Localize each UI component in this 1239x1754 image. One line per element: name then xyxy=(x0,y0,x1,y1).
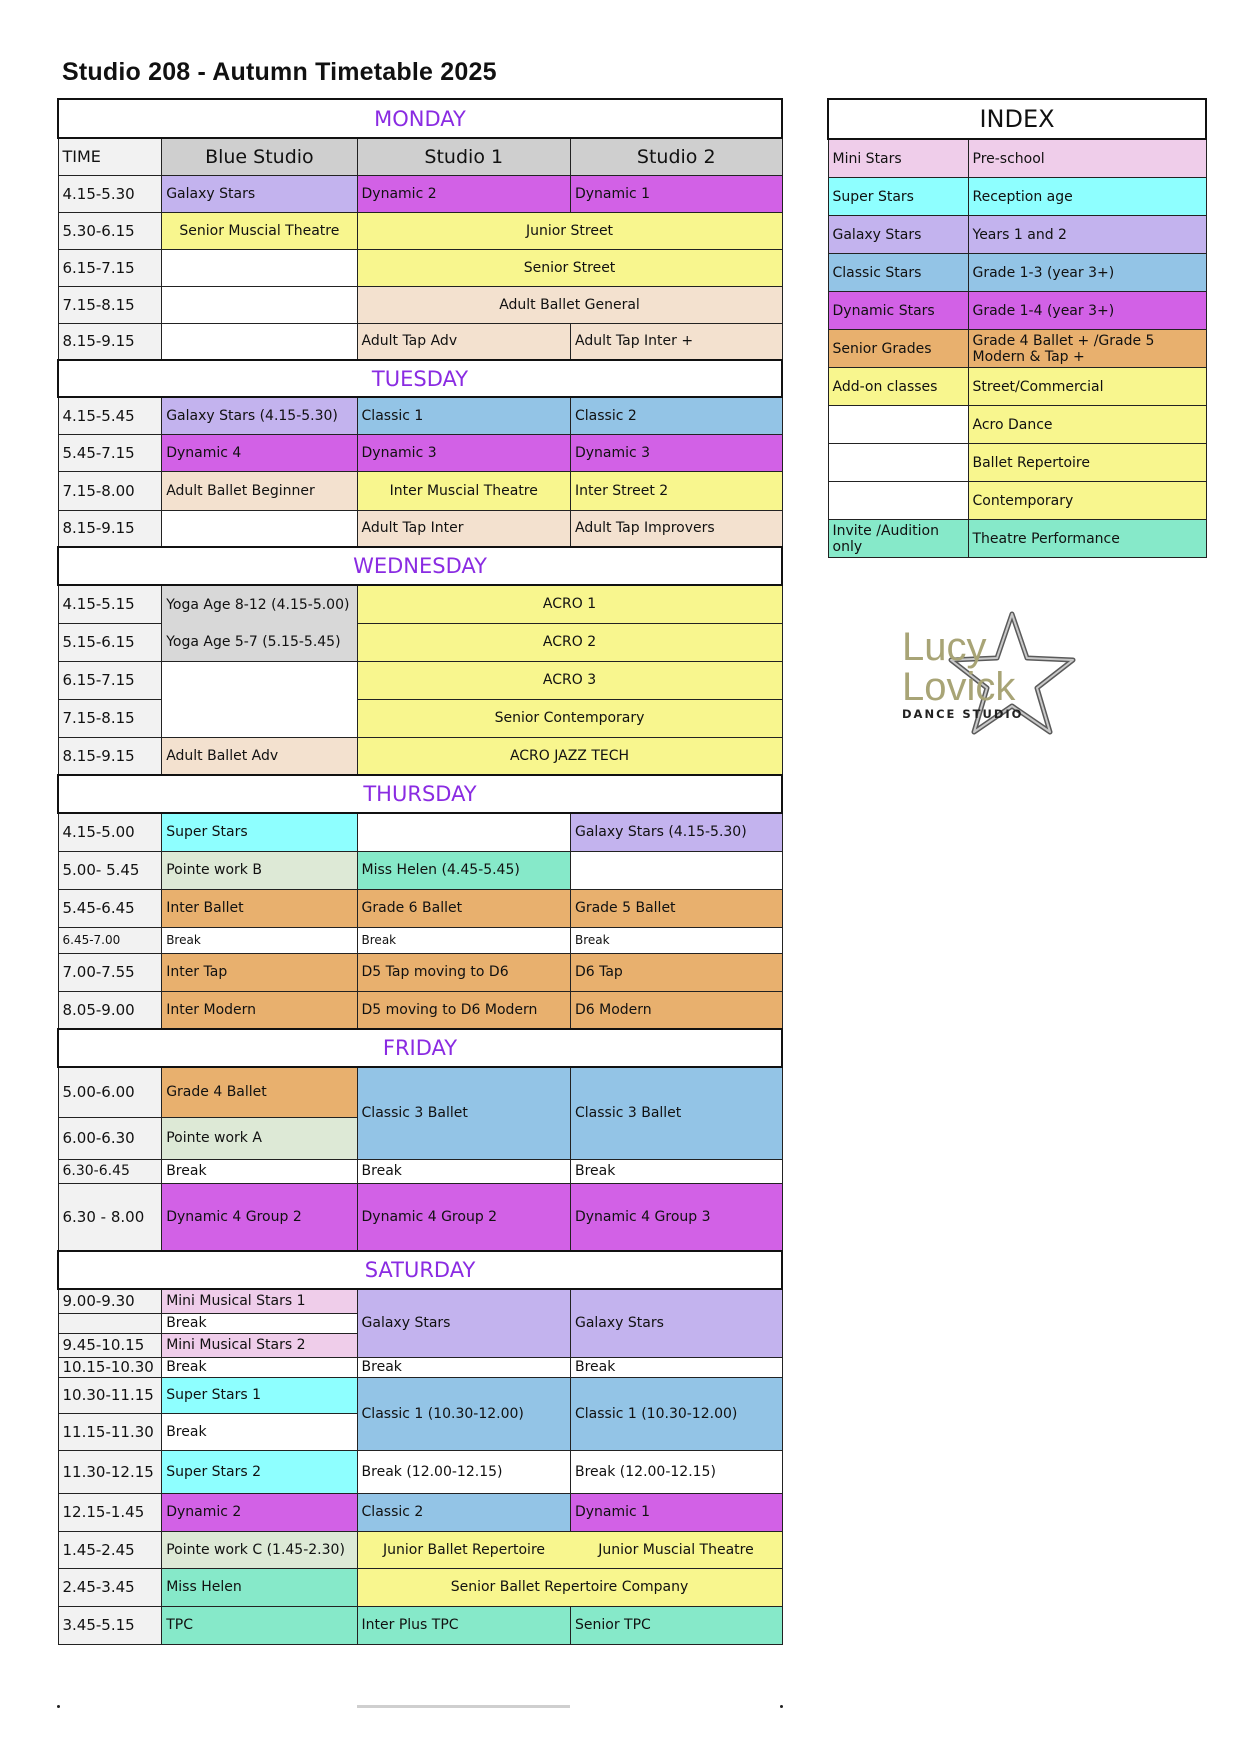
break-cell: Break xyxy=(357,927,570,953)
time-cell: 7.00-7.55 xyxy=(58,953,162,991)
class-cell: Dynamic 4 Group 3 xyxy=(570,1183,782,1251)
class-cell: Galaxy Stars (4.15-5.30) xyxy=(570,813,782,851)
class-cell: Dynamic 3 xyxy=(357,434,570,471)
class-cell: Junior Ballet Repertoire xyxy=(357,1531,570,1568)
time-cell: 2.45-3.45 xyxy=(58,1568,162,1606)
time-cell: 4.15-5.45 xyxy=(58,397,162,434)
class-cell: Classic 2 xyxy=(570,397,782,434)
time-cell: 5.45-7.15 xyxy=(58,434,162,471)
index-value: Contemporary xyxy=(968,482,1206,520)
index-value: Grade 4 Ballet + /Grade 5 Modern & Tap + xyxy=(968,330,1206,368)
class-cell: ACRO 2 xyxy=(357,623,782,661)
index-key: Add-on classes xyxy=(828,368,968,406)
time-cell: 5.30-6.15 xyxy=(58,212,162,249)
break-cell: Break xyxy=(357,1357,570,1377)
time-cell: 7.15-8.15 xyxy=(58,699,162,737)
day-tuesday: TUESDAY xyxy=(58,360,782,397)
footer-dot xyxy=(57,1705,60,1708)
time-cell: 6.15-7.15 xyxy=(58,661,162,699)
class-cell: Inter Muscial Theatre xyxy=(357,471,570,510)
class-cell: D5 moving to D6 Modern xyxy=(357,991,570,1029)
class-cell: Classic 3 Ballet xyxy=(357,1067,570,1159)
class-cell: Inter Ballet xyxy=(162,889,357,927)
class-cell: Grade 5 Ballet xyxy=(570,889,782,927)
index-key: Dynamic Stars xyxy=(828,292,968,330)
time-cell: 5.00-6.00 xyxy=(58,1067,162,1117)
day-thursday: THURSDAY xyxy=(58,775,782,813)
break-cell: Break xyxy=(570,1357,782,1377)
star-icon xyxy=(900,608,1080,738)
index-legend xyxy=(827,98,1205,558)
class-cell: Grade 6 Ballet xyxy=(357,889,570,927)
class-cell: Classic 1 (10.30-12.00) xyxy=(357,1377,570,1450)
empty-cell xyxy=(162,323,357,360)
time-cell: 6.15-7.15 xyxy=(58,249,162,286)
time-cell: 6.45-7.00 xyxy=(58,927,162,953)
empty-cell xyxy=(162,661,357,737)
time-cell: 10.15-10.30 xyxy=(58,1357,162,1377)
break-cell: Break xyxy=(162,1413,357,1450)
index-value: Ballet Repertoire xyxy=(968,444,1206,482)
break-cell: Break xyxy=(570,927,782,953)
page-title: Studio 208 - Autumn Timetable 2025 xyxy=(62,58,497,86)
break-cell: Break xyxy=(162,1159,357,1183)
class-cell: Inter Modern xyxy=(162,991,357,1029)
class-cell: Super Stars 2 xyxy=(162,1450,357,1493)
time-cell: 6.30-6.45 xyxy=(58,1159,162,1183)
class-cell: Super Stars xyxy=(162,813,357,851)
break-cell: Break (12.00-12.15) xyxy=(570,1450,782,1493)
time-cell: 11.15-11.30 xyxy=(58,1413,162,1450)
logo-line-1: Lucy xyxy=(902,625,987,669)
time-cell xyxy=(58,1313,162,1333)
class-cell: Galaxy Stars xyxy=(162,175,357,212)
time-cell: 8.05-9.00 xyxy=(58,991,162,1029)
class-cell: Inter Street 2 xyxy=(570,471,782,510)
class-cell: ACRO JAZZ TECH xyxy=(357,737,782,775)
empty-cell xyxy=(570,851,782,889)
index-key: Mini Stars xyxy=(828,139,968,178)
index-key: Senior Grades xyxy=(828,330,968,368)
class-cell: Yoga Age 8-12 (4.15-5.00) xyxy=(162,585,357,623)
index-key xyxy=(828,444,968,482)
empty-cell xyxy=(162,249,357,286)
class-cell: Galaxy Stars xyxy=(570,1289,782,1357)
class-cell: TPC xyxy=(162,1606,357,1644)
studio-logo xyxy=(900,608,1080,738)
class-cell: Grade 4 Ballet xyxy=(162,1067,357,1117)
time-cell: 9.00-9.30 xyxy=(58,1289,162,1313)
time-cell: 11.30-12.15 xyxy=(58,1450,162,1493)
time-cell: 8.15-9.15 xyxy=(58,323,162,360)
class-cell: D6 Tap xyxy=(570,953,782,991)
empty-cell xyxy=(162,510,357,547)
class-cell: Classic 1 (10.30-12.00) xyxy=(570,1377,782,1450)
break-cell: Break xyxy=(357,1159,570,1183)
time-cell: 6.30 - 8.00 xyxy=(58,1183,162,1251)
class-cell: Adult Ballet General xyxy=(357,286,782,323)
index-value: Theatre Performance xyxy=(968,520,1206,558)
logo-line-2: Lovick xyxy=(902,665,1016,709)
day-monday: MONDAY xyxy=(58,99,782,138)
class-cell: Classic 3 Ballet xyxy=(570,1067,782,1159)
time-cell: 8.15-9.15 xyxy=(58,510,162,547)
class-cell: Dynamic 1 xyxy=(570,175,782,212)
class-cell: Classic 2 xyxy=(357,1493,570,1531)
class-cell: Adult Ballet Beginner xyxy=(162,471,357,510)
class-cell: Dynamic 2 xyxy=(357,175,570,212)
time-cell: 9.45-10.15 xyxy=(58,1333,162,1357)
index-value: Grade 1-3 (year 3+) xyxy=(968,254,1206,292)
class-cell: D5 Tap moving to D6 xyxy=(357,953,570,991)
class-cell: Mini Musical Stars 1 xyxy=(162,1289,357,1313)
class-cell: Dynamic 1 xyxy=(570,1493,782,1531)
break-cell: Break xyxy=(162,927,357,953)
header-studio-1: Studio 1 xyxy=(357,138,570,175)
class-cell: Senior Muscial Theatre xyxy=(162,212,357,249)
time-cell: 6.00-6.30 xyxy=(58,1117,162,1159)
index-value: Pre-school xyxy=(968,139,1206,178)
class-cell: Adult Tap Adv xyxy=(357,323,570,360)
empty-cell xyxy=(162,286,357,323)
class-cell: Adult Tap Inter xyxy=(357,510,570,547)
time-cell: 1.45-2.45 xyxy=(58,1531,162,1568)
class-cell: Senior Contemporary xyxy=(357,699,782,737)
class-cell: D6 Modern xyxy=(570,991,782,1029)
time-cell: 4.15-5.00 xyxy=(58,813,162,851)
time-cell: 4.15-5.30 xyxy=(58,175,162,212)
time-cell: 8.15-9.15 xyxy=(58,737,162,775)
break-cell: Break xyxy=(162,1357,357,1377)
class-cell: Senior Ballet Repertoire Company xyxy=(357,1568,782,1606)
header-studio-2: Studio 2 xyxy=(570,138,782,175)
footer-bar xyxy=(357,1705,570,1708)
class-cell: Galaxy Stars xyxy=(357,1289,570,1357)
time-cell: 7.15-8.15 xyxy=(58,286,162,323)
class-cell: Junior Muscial Theatre xyxy=(570,1531,782,1568)
class-cell: Mini Musical Stars 2 xyxy=(162,1333,357,1357)
index-key xyxy=(828,406,968,444)
break-cell: Break (12.00-12.15) xyxy=(357,1450,570,1493)
class-cell: Pointe work A xyxy=(162,1117,357,1159)
class-cell: Miss Helen (4.45-5.45) xyxy=(357,851,570,889)
break-cell: Break xyxy=(162,1313,357,1333)
time-cell: 10.30-11.15 xyxy=(58,1377,162,1413)
class-cell: Dynamic 4 Group 2 xyxy=(162,1183,357,1251)
time-cell: 5.00- 5.45 xyxy=(58,851,162,889)
class-cell: Junior Street xyxy=(357,212,782,249)
class-cell: Dynamic 2 xyxy=(162,1493,357,1531)
index-key: Super Stars xyxy=(828,178,968,216)
class-cell: Yoga Age 5-7 (5.15-5.45) xyxy=(162,623,357,661)
footer-dot xyxy=(780,1705,783,1708)
time-cell: 3.45-5.15 xyxy=(58,1606,162,1644)
class-cell: Super Stars 1 xyxy=(162,1377,357,1413)
class-cell: Pointe work B xyxy=(162,851,357,889)
class-cell: Adult Tap Improvers xyxy=(570,510,782,547)
index-value: Years 1 and 2 xyxy=(968,216,1206,254)
index-value: Street/Commercial xyxy=(968,368,1206,406)
class-cell: Galaxy Stars (4.15-5.30) xyxy=(162,397,357,434)
index-key: Invite /Audition only xyxy=(828,520,968,558)
class-cell: ACRO 3 xyxy=(357,661,782,699)
time-cell: 5.45-6.45 xyxy=(58,889,162,927)
index-value: Grade 1-4 (year 3+) xyxy=(968,292,1206,330)
header-blue-studio: Blue Studio xyxy=(162,138,357,175)
class-cell: Senior TPC xyxy=(570,1606,782,1644)
day-friday: FRIDAY xyxy=(58,1029,782,1067)
index-title: INDEX xyxy=(828,99,1206,139)
index-key xyxy=(828,482,968,520)
timetable xyxy=(57,98,783,1645)
class-cell: Miss Helen xyxy=(162,1568,357,1606)
index-value: Reception age xyxy=(968,178,1206,216)
class-cell: Dynamic 3 xyxy=(570,434,782,471)
class-cell: ACRO 1 xyxy=(357,585,782,623)
index-key: Classic Stars xyxy=(828,254,968,292)
class-cell: Pointe work C (1.45-2.30) xyxy=(162,1531,357,1568)
time-cell: 4.15-5.15 xyxy=(58,585,162,623)
class-cell: Inter Tap xyxy=(162,953,357,991)
index-value: Acro Dance xyxy=(968,406,1206,444)
time-cell: 12.15-1.45 xyxy=(58,1493,162,1531)
class-cell: Classic 1 xyxy=(357,397,570,434)
index-key: Galaxy Stars xyxy=(828,216,968,254)
time-cell: 5.15-6.15 xyxy=(58,623,162,661)
logo-line-3: DANCE STUDIO xyxy=(902,707,1024,721)
class-cell: Dynamic 4 Group 2 xyxy=(357,1183,570,1251)
time-cell: 7.15-8.00 xyxy=(58,471,162,510)
header-time: TIME xyxy=(58,138,162,175)
class-cell: Inter Plus TPC xyxy=(357,1606,570,1644)
class-cell: Dynamic 4 xyxy=(162,434,357,471)
day-wednesday: WEDNESDAY xyxy=(58,547,782,585)
break-cell: Break xyxy=(570,1159,782,1183)
class-cell: Adult Ballet Adv xyxy=(162,737,357,775)
day-saturday: SATURDAY xyxy=(58,1251,782,1289)
class-cell: Senior Street xyxy=(357,249,782,286)
empty-cell xyxy=(357,813,570,851)
class-cell: Adult Tap Inter + xyxy=(570,323,782,360)
